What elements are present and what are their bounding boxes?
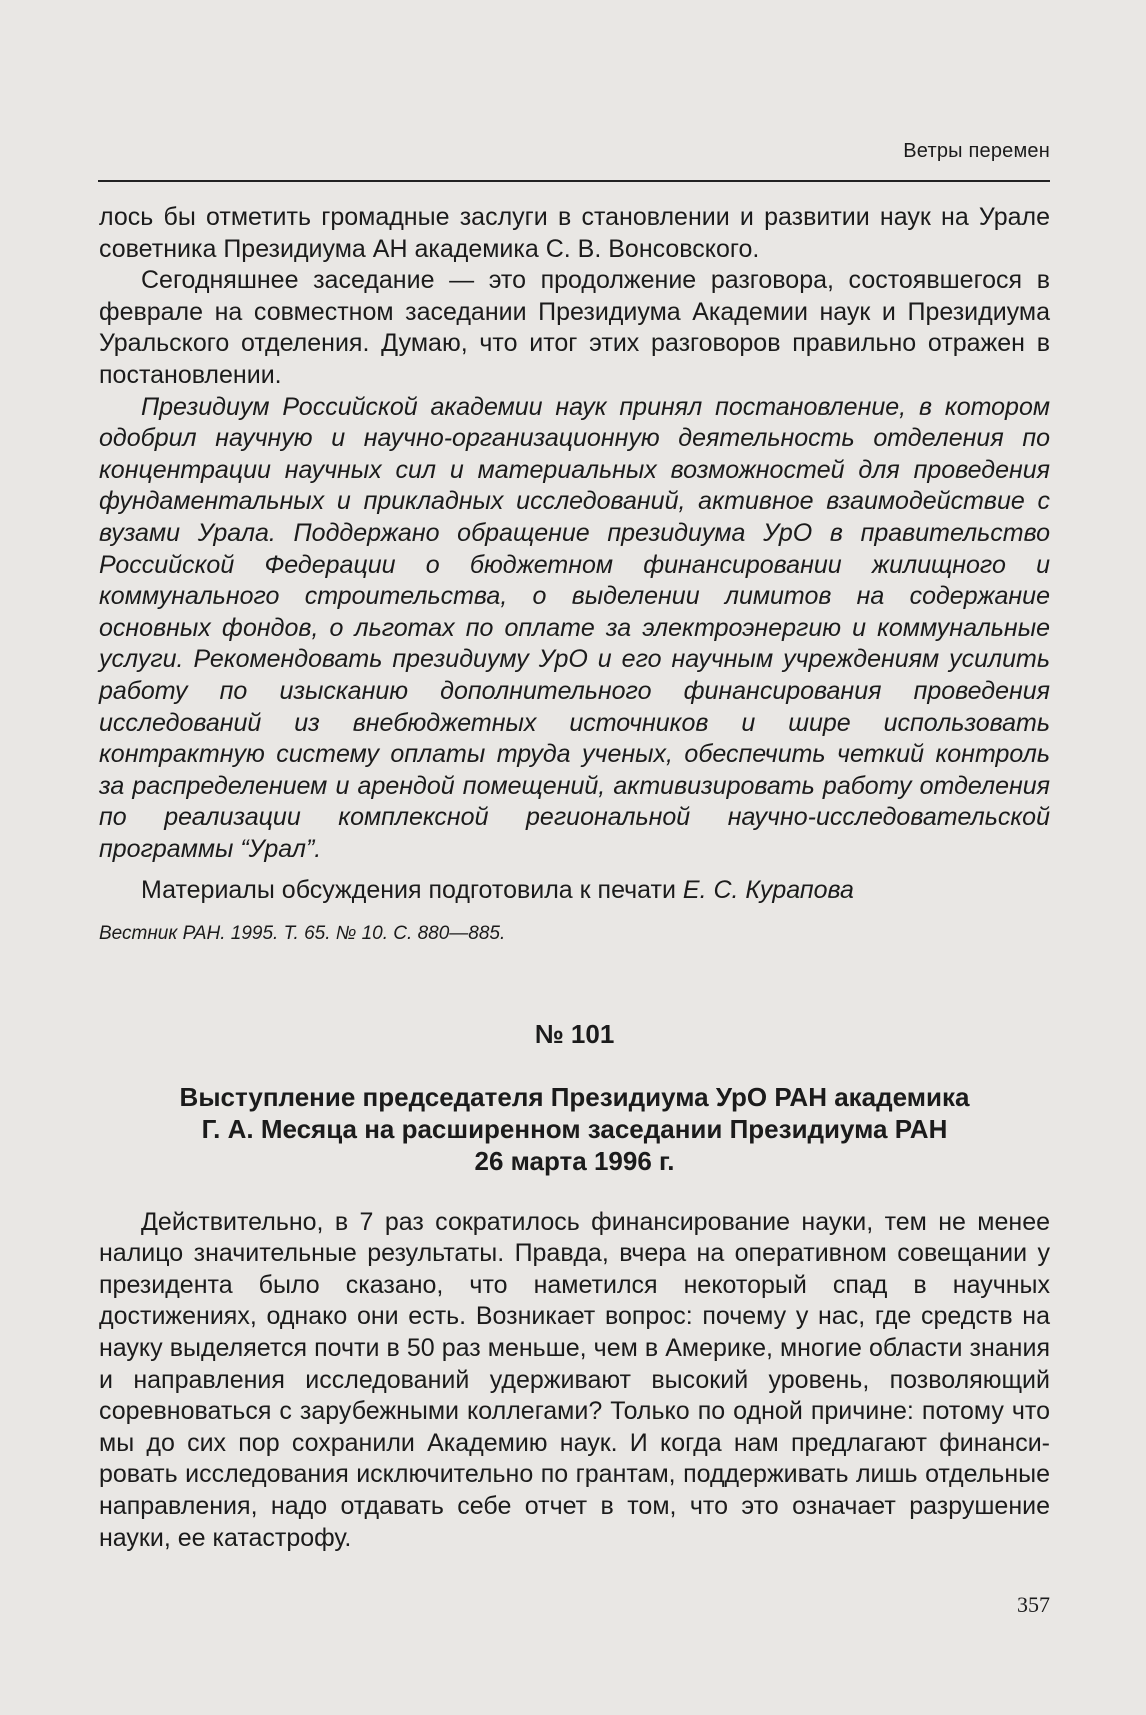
credit-text: Материалы обсуждения подготовила к печати (141, 876, 676, 905)
paragraph-continuation: лось бы отметить громадные заслуги в становлении и развитии наук на Урале советника Президиума АН академика С. В. Вонсовского. (99, 203, 1050, 263)
running-head: Ветры перемен (903, 140, 1050, 162)
document-title (99, 1081, 1050, 1177)
page-body (99, 202, 1050, 1554)
document-number: № 101 (534, 1019, 615, 1050)
page-number: 357 (1017, 1592, 1050, 1617)
paragraph-session: Сегодняшнее заседание — это продолжение разговора, состоявшегося в феврале на совместном заседании Президиума Академии наук и Президиума Уральского отделения. Думаю, что итог этих разговоров правильно отражен в постановлении. (99, 266, 1050, 389)
title-line: 26 марта 1996 г. (474, 1145, 675, 1176)
credit-name: Е. С. Курапова (682, 876, 854, 905)
source-citation: Вестник РАН. 1995. Т. 65. № 10. С. 880—885. (99, 923, 506, 945)
title-line: Выступление председателя Президиума УрО РАН академика (179, 1081, 970, 1112)
speech-paragraph: Действительно, в 7 раз сократилось финансирование науки, тем не менее налицо значительные результаты. Правда, вчера на оперативном совещании у президента было сказано, что наметился некоторый спад в научных достижениях, однако они есть. Возникает вопрос: почему у нас, где средств на науку выделяется почти в 50 раз меньше, чем в Америке, многие области знания и направления исследований удерживают высокий уровень, позволяющий соревноваться с зарубежными коллегами? Только по одной причине: потому что мы до сих пор сохранили Академию наук. И когда нам предлагают финансировать исследования исключительно по грантам, поддерживать лишь отдельные направления, надо отдавать себе отчет в том, что это означает разрушение науки, ее катастрофу. (99, 1207, 1050, 1552)
materials-credit (99, 875, 1050, 907)
title-line: Г. А. Месяца на расширенном заседании Президиума РАН (201, 1113, 948, 1144)
header-rule (98, 180, 1050, 182)
paragraph-resolution: Президиум Российской академии наук принял постановление, в котором одобрил научную и научно-организационную деятельность отделения по концентрации научных сил и материальных возможностей для проведения фундаментальных и прикладных исследований, активное взаимодействие с вузами Урала. Поддержано обращение президиума УрО в правительство Российской Федерации о бюджетном финансировании жилищного и коммунального строительства, о выделении лимитов на содержание основных фондов, о льготах по оплате за электроэнергию и коммунальные услуги. Рекомендовать президиуму УрО и его научным учреждениям усилить работу по изысканию дополнительного финансирования проведения исследований из внебюджетных источников и шире использовать контрактную систему оплаты труда ученых, обеспечить четкий контроль за распределением и арендой помещений, активизировать работу отделения по реализации комплексной региональной научно-исследовательской программы “Урал”. (99, 392, 1050, 863)
